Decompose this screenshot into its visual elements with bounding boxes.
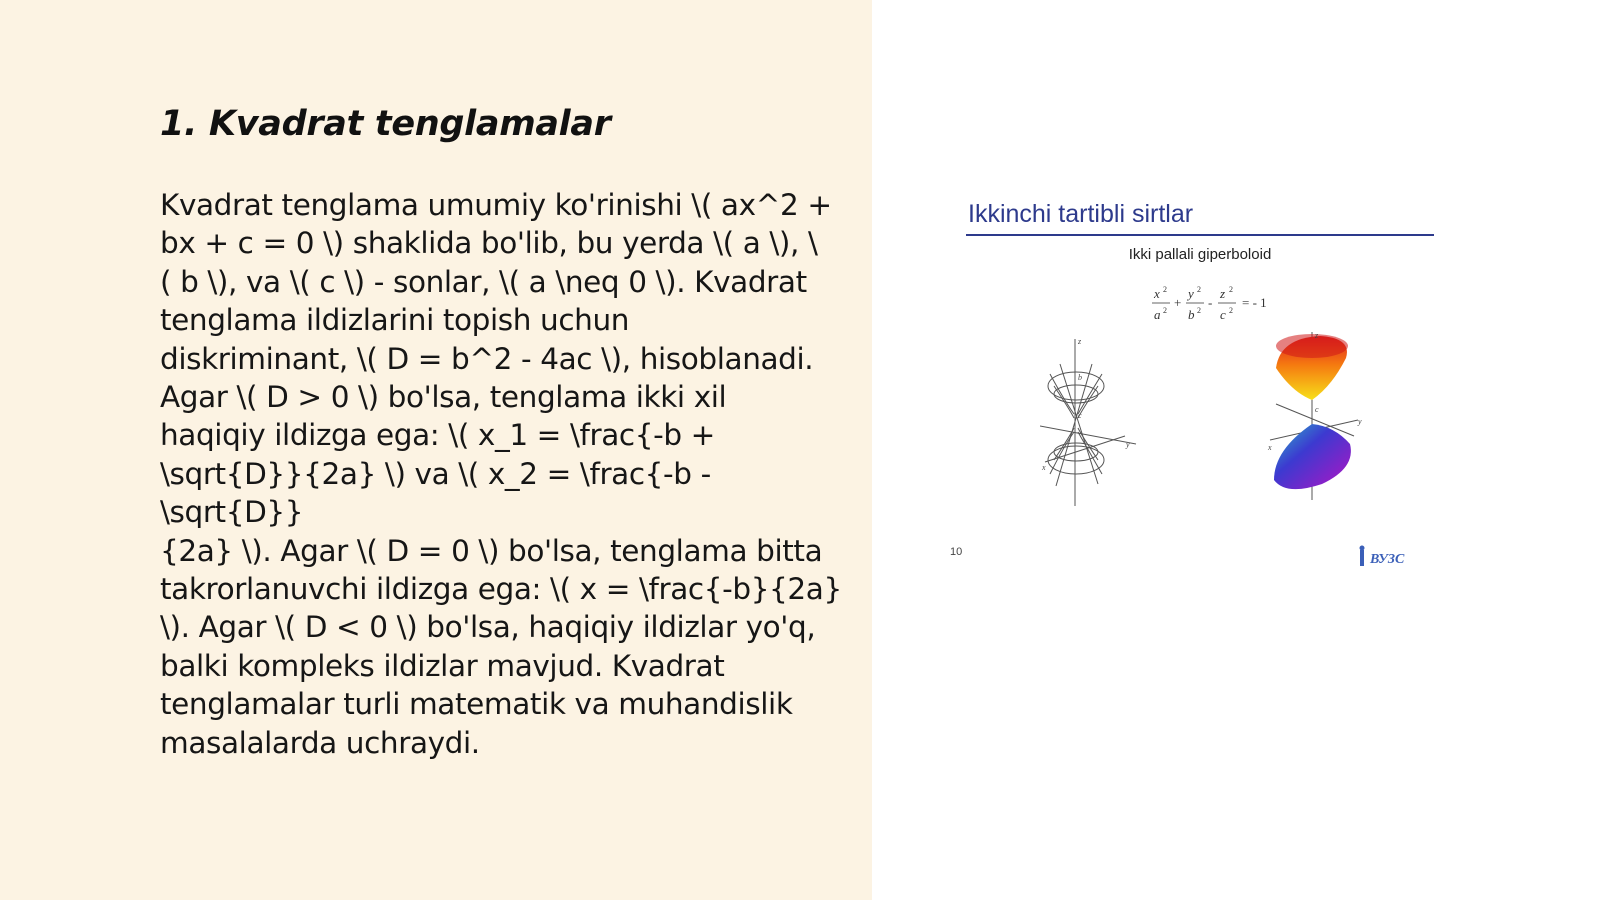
svg-text:2: 2 [1197,285,1201,294]
svg-text:-: - [1208,295,1213,310]
svg-text:x: x [1154,286,1160,301]
svg-text:ВУЗС: ВУЗС [1370,552,1405,567]
svg-text:2: 2 [1197,306,1201,315]
svg-text:b: b [1188,307,1195,322]
svg-text:2: 2 [1229,285,1233,294]
svg-text:c: c [1078,411,1082,420]
svg-text:c: c [1315,405,1319,414]
slide-title: Ikkinchi tartibli sirtlar [968,200,1194,228]
svg-text:y: y [1188,286,1194,301]
svg-text:z: z [1078,337,1082,346]
svg-text:z: z [1220,286,1226,301]
body-paragraph: Kvadrat tenglama umumiy ko'rinishi \( ax^2 + bx + c = 0 \) shaklida bo'lib, bu yerda \( a \), \ ( b \), va \( c \) - sonlar, \( a \neq 0 \). Kvadrat tenglama ildizlarini topish uchun diskriminant, \( D = b^2 - 4ac \), hisoblanadi. Agar \( D > 0 \) bo'lsa, tenglama ikki xil haqiqiy ildizga ega: \( x_1 = \frac{-b + \sqrt{D}}{2a} \) va \( x_2 = \frac{-b - \sqrt{D}} {2a} \). Agar \( D = 0 \) bo'lsa, tenglama bitta takrorlanuvchi ildizga ega: \( x = \frac{-b}{2a} \). Agar \( D < 0 \) bo'lsa, haqiqiy ildizlar yo'q, balki kompleks ildizlar mavjud. Kvadrat tenglamalar turli matematik va muhandislik masalalarda uchraydi. [160,188,842,760]
svg-text:a: a [1154,307,1161,322]
svg-text:x: x [1268,443,1272,452]
svg-text:x: x [1042,463,1046,472]
svg-text:= - 1: = - 1 [1242,295,1267,310]
svg-text:2: 2 [1163,285,1167,294]
embedded-slide-image [940,190,1440,590]
svg-text:z: z [1315,331,1319,340]
hyperboloid-equation [1150,282,1300,332]
slide-title-underline [966,234,1434,236]
svg-text:y: y [1126,440,1130,449]
svg-text:b: b [1078,373,1082,382]
section-heading: 1. Kvadrat tenglamalar [160,104,611,144]
svg-text:+: + [1174,295,1182,310]
slide-page-number: 10 [950,546,963,558]
slide-logo [1356,544,1434,572]
svg-text:y: y [1358,417,1362,426]
wireframe-hyperboloid-figure [1040,334,1150,514]
svg-text:2: 2 [1229,306,1233,315]
slide-subtitle: Ikki pallali giperboloid [1128,246,1272,263]
svg-text:c: c [1220,307,1226,322]
colored-hyperboloid-figure [1262,328,1372,508]
svg-text:2: 2 [1163,306,1167,315]
